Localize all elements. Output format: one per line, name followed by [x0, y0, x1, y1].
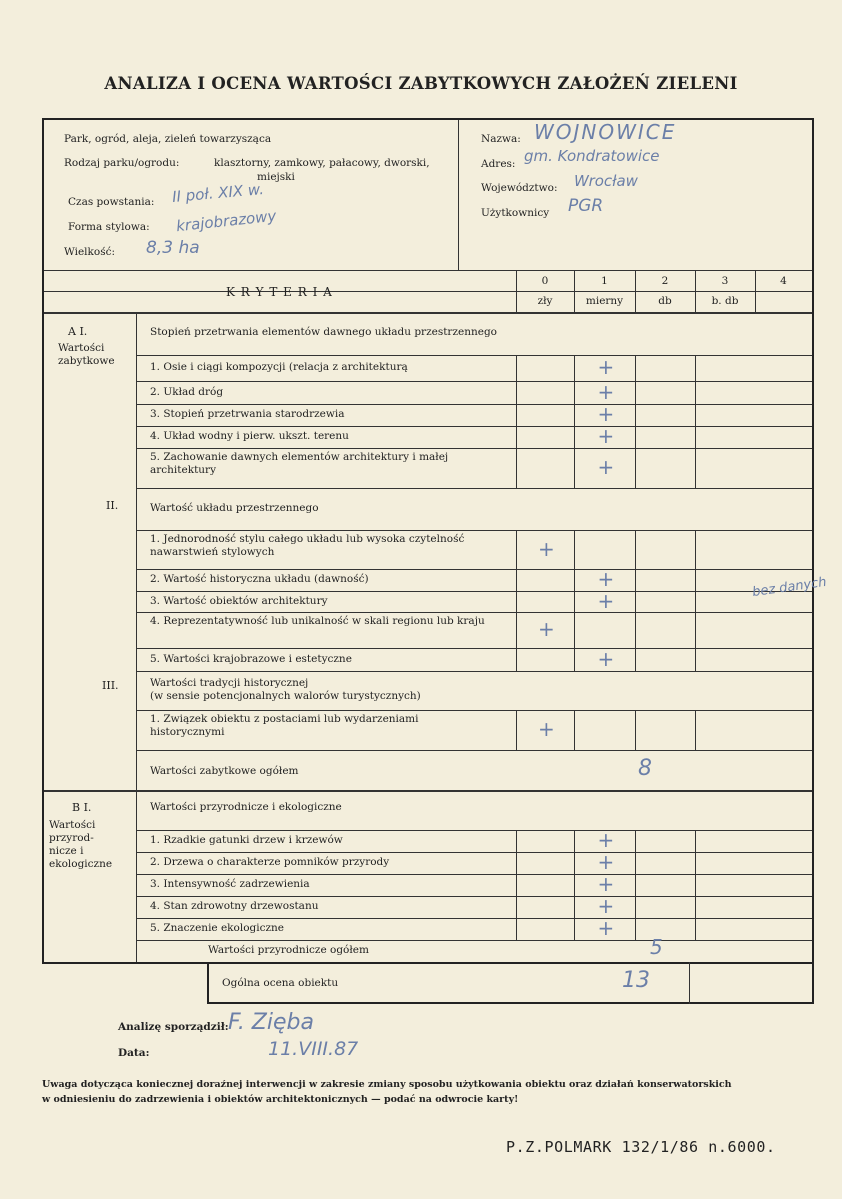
section-a-bottom-line: [44, 790, 812, 792]
margin-note: bez danych: [751, 574, 828, 601]
score-mark: +: [538, 537, 555, 561]
criterion-label: 4. Układ wodny i pierw. ukszt. terenu: [150, 430, 349, 442]
cell-line: [516, 896, 517, 918]
cell-line: [635, 381, 636, 404]
score-mark: +: [597, 828, 615, 852]
row-line: [136, 448, 812, 449]
section-a-total-value: 8: [638, 756, 652, 781]
cell-line: [574, 530, 575, 569]
cell-line: [516, 426, 517, 448]
cell-line: [635, 591, 636, 612]
overall-value: 13: [622, 968, 650, 993]
criteria-header-bottom-line: [44, 312, 812, 314]
header-divider: [458, 120, 459, 270]
cell-line: [695, 569, 696, 591]
wielkosc-value: 8,3 ha: [146, 238, 200, 258]
cell-line: [635, 530, 636, 569]
row-line: [136, 750, 812, 751]
cell-line: [516, 448, 517, 488]
forma-label: Forma stylowa:: [68, 221, 150, 233]
czas-value: II poł. XIX w.: [171, 180, 265, 206]
cell-line: [695, 381, 696, 404]
cell-line: [635, 874, 636, 896]
score-number: 0: [541, 275, 549, 287]
section-a-code: A I.: [68, 325, 88, 338]
row-line: [136, 648, 812, 649]
criterion-label: 5. Znaczenie ekologiczne: [150, 922, 285, 934]
row-line: [136, 530, 812, 531]
score-number: 4: [780, 275, 787, 287]
section-a-roman-2: II.: [106, 499, 119, 512]
score-mark: +: [597, 894, 615, 918]
section-a-roman-3: III.: [102, 679, 119, 692]
score-mark: +: [597, 850, 615, 874]
criterion-label: 1. Jednorodność stylu całego układu lub wysoka czytelność nawarstwień stylowych: [150, 533, 465, 558]
criterion-label: 2. Wartość historyczna układu (dawność): [150, 573, 369, 585]
cell-line: [516, 569, 517, 591]
cell-line: [516, 648, 517, 671]
overall-label: Ogólna ocena obiektu: [222, 977, 339, 989]
date-label: Data:: [118, 1047, 150, 1059]
row-line: [136, 355, 812, 356]
note-line-2: w odniesieniu do zadrzewienia i obiektów architektonicznych — podać na odwrocie karty!: [42, 1094, 519, 1105]
category-column-line: [136, 312, 137, 790]
cell-line: [695, 426, 696, 448]
score-mark: +: [597, 455, 615, 479]
cell-line: [516, 591, 517, 612]
criterion-label: 4. Reprezentatywność lub unikalność w skali regionu lub kraju: [150, 615, 485, 627]
nazwa-label: Nazwa:: [481, 133, 521, 145]
author-signature: F. Zięba: [228, 1010, 314, 1035]
criterion-label: 4. Stan zdrowotny drzewostanu: [150, 900, 319, 912]
cell-line: [635, 448, 636, 488]
score-mark: +: [538, 717, 555, 741]
row-line: [136, 830, 812, 831]
nazwa-value: WOJNOWICE: [534, 120, 677, 144]
cell-line: [695, 896, 696, 918]
section-b-total-label: Wartości przyrodnicze ogółem: [208, 944, 369, 956]
score-word: mierny: [585, 295, 624, 307]
subsection-heading: (w sensie potencjonalnych walorów turystycznych): [150, 690, 421, 702]
wielkosc-label: Wielkość:: [64, 246, 116, 258]
row-line: [136, 591, 812, 592]
header-bottom-line: [44, 270, 812, 271]
criterion-label: 3. Wartość obiektów architektury: [150, 595, 328, 607]
cell-line: [574, 918, 575, 940]
row-line: [136, 918, 812, 919]
cell-line: [695, 648, 696, 671]
cell-line: [695, 591, 696, 612]
row-line: [136, 874, 812, 875]
score-mark: +: [597, 589, 615, 613]
score-header-mid-line: [44, 291, 812, 292]
cell-line: [516, 355, 517, 381]
score-mark: +: [597, 872, 615, 896]
cell-line: [516, 874, 517, 896]
note-line-1: Uwaga dotycząca koniecznej doraźnej interwencji w zakresie zmiany sposobu użytkowania obiektu oraz działań konserwatorskich: [42, 1079, 732, 1090]
cell-line: [695, 448, 696, 488]
cell-line: [635, 710, 636, 750]
cell-line: [574, 426, 575, 448]
cell-line: [516, 404, 517, 426]
score-number: 2: [661, 275, 669, 287]
cell-line: [635, 852, 636, 874]
section-b-total-value: 5: [650, 935, 663, 959]
cell-line: [695, 874, 696, 896]
forma-value: krajobrazowy: [175, 206, 278, 236]
criterion-label: 5. Zachowanie dawnych elementów architektury i małej architektury: [150, 451, 449, 476]
cell-line: [695, 710, 696, 750]
cell-line: [635, 918, 636, 940]
cell-line: [635, 426, 636, 448]
cell-line: [574, 448, 575, 488]
park-label: Park, ogród, aleja, zieleń towarzysząca: [64, 133, 272, 145]
kryteria-label: K R Y T E R I A: [226, 285, 333, 299]
cell-line: [635, 612, 636, 648]
score-number: 3: [721, 275, 729, 287]
criterion-label: 3. Stopień przetrwania starodrzewia: [150, 408, 345, 420]
score-number: 1: [601, 275, 608, 287]
cell-line: [574, 896, 575, 918]
cell-line: [635, 648, 636, 671]
subsection-heading: Stopień przetrwania elementów dawnego układu przestrzennego: [150, 326, 497, 338]
cell-line: [695, 852, 696, 874]
cell-line: [574, 648, 575, 671]
score-mark: +: [597, 402, 615, 426]
uzytkownicy-label: Użytkownicy: [481, 207, 550, 219]
author-label: Analizę sporządził:: [118, 1021, 229, 1033]
wojewodztwo-value: Wrocław: [574, 172, 638, 190]
cell-line: [695, 612, 696, 648]
adres-value: gm. Kondratowice: [524, 147, 660, 165]
rodzaj-options-1: klasztorny, zamkowy, pałacowy, dworski,: [214, 157, 430, 169]
criterion-label: 2. Układ dróg: [150, 386, 224, 398]
czas-label: Czas powstania:: [68, 196, 155, 208]
cell-line: [574, 830, 575, 852]
score-mark: +: [597, 355, 615, 379]
rodzaj-options-2: miejski: [257, 171, 295, 183]
row-line: [136, 488, 812, 489]
cell-line: [574, 381, 575, 404]
section-a-name: Wartości zabytkowe: [58, 342, 115, 367]
cell-line: [516, 710, 517, 750]
row-line: [136, 710, 812, 711]
row-line: [136, 426, 812, 427]
section-b-name: Wartości przyrod- nicze i ekologiczne: [49, 819, 113, 870]
cell-line: [635, 896, 636, 918]
cell-line: [574, 569, 575, 591]
cell-line: [574, 591, 575, 612]
subsection-heading: Wartości przyrodnicze i ekologiczne: [150, 801, 342, 813]
row-line: [136, 381, 812, 382]
cell-line: [695, 404, 696, 426]
cell-line: [574, 874, 575, 896]
cell-line: [635, 404, 636, 426]
row-line: [136, 404, 812, 405]
cell-line: [574, 355, 575, 381]
cell-line: [516, 852, 517, 874]
cell-line: [635, 569, 636, 591]
score-mark: +: [597, 424, 615, 448]
document-title: ANALIZA I OCENA WARTOŚCI ZABYTKOWYCH ZAŁOŻEŃ ZIELENI: [104, 74, 738, 93]
cell-line: [516, 612, 517, 648]
subsection-heading: Wartość układu przestrzennego: [150, 502, 319, 514]
subsection-heading: Wartości tradycji historycznej: [150, 677, 309, 689]
cell-line: [516, 918, 517, 940]
wojewodztwo-label: Województwo:: [481, 182, 558, 194]
cell-line: [574, 404, 575, 426]
row-line: [136, 569, 812, 570]
cell-line: [516, 530, 517, 569]
section-a-total-label: Wartości zabytkowe ogółem: [150, 765, 299, 777]
cell-line: [574, 710, 575, 750]
cell-line: [635, 355, 636, 381]
criterion-label: 3. Intensywność zadrzewienia: [150, 878, 310, 890]
cell-line: [695, 355, 696, 381]
score-word: db: [658, 295, 672, 307]
row-line: [136, 852, 812, 853]
cell-line: [574, 612, 575, 648]
cell-line: [695, 918, 696, 940]
criterion-label: 1. Związek obiektu z postaciami lub wydarzeniami historycznymi: [150, 713, 419, 738]
section-b-code: B I.: [72, 801, 92, 814]
cell-line: [695, 830, 696, 852]
score-mark: +: [597, 567, 615, 591]
cell-line: [516, 830, 517, 852]
row-line: [136, 896, 812, 897]
overall-divider: [689, 962, 690, 1004]
score-mark: +: [597, 380, 615, 404]
uzytkownicy-value: PGR: [568, 196, 604, 216]
category-column-line-b: [136, 790, 137, 962]
cell-line: [574, 852, 575, 874]
score-word: zły: [537, 295, 553, 307]
print-code: P.Z.POLMARK 132/1/86 n.6000.: [506, 1138, 776, 1156]
score-mark: +: [597, 916, 615, 940]
criterion-label: 2. Drzewa o charakterze pomników przyrody: [150, 856, 390, 868]
score-mark: +: [538, 617, 555, 641]
criterion-label: 5. Wartości krajobrazowe i estetyczne: [150, 653, 352, 665]
score-word: b. db: [711, 295, 739, 307]
cell-line: [695, 530, 696, 569]
row-line: [136, 940, 812, 941]
cell-line: [635, 830, 636, 852]
cell-line: [516, 381, 517, 404]
rodzaj-label: Rodzaj parku/ogrodu:: [64, 157, 180, 169]
score-mark: +: [597, 647, 615, 671]
row-line: [136, 612, 812, 613]
adres-label: Adres:: [481, 158, 516, 170]
criterion-label: 1. Osie i ciągi kompozycji (relacja z architekturą: [150, 361, 408, 373]
row-line: [136, 671, 812, 672]
date-value: 11.VIII.87: [268, 1038, 359, 1060]
criterion-label: 1. Rzadkie gatunki drzew i krzewów: [150, 834, 343, 846]
